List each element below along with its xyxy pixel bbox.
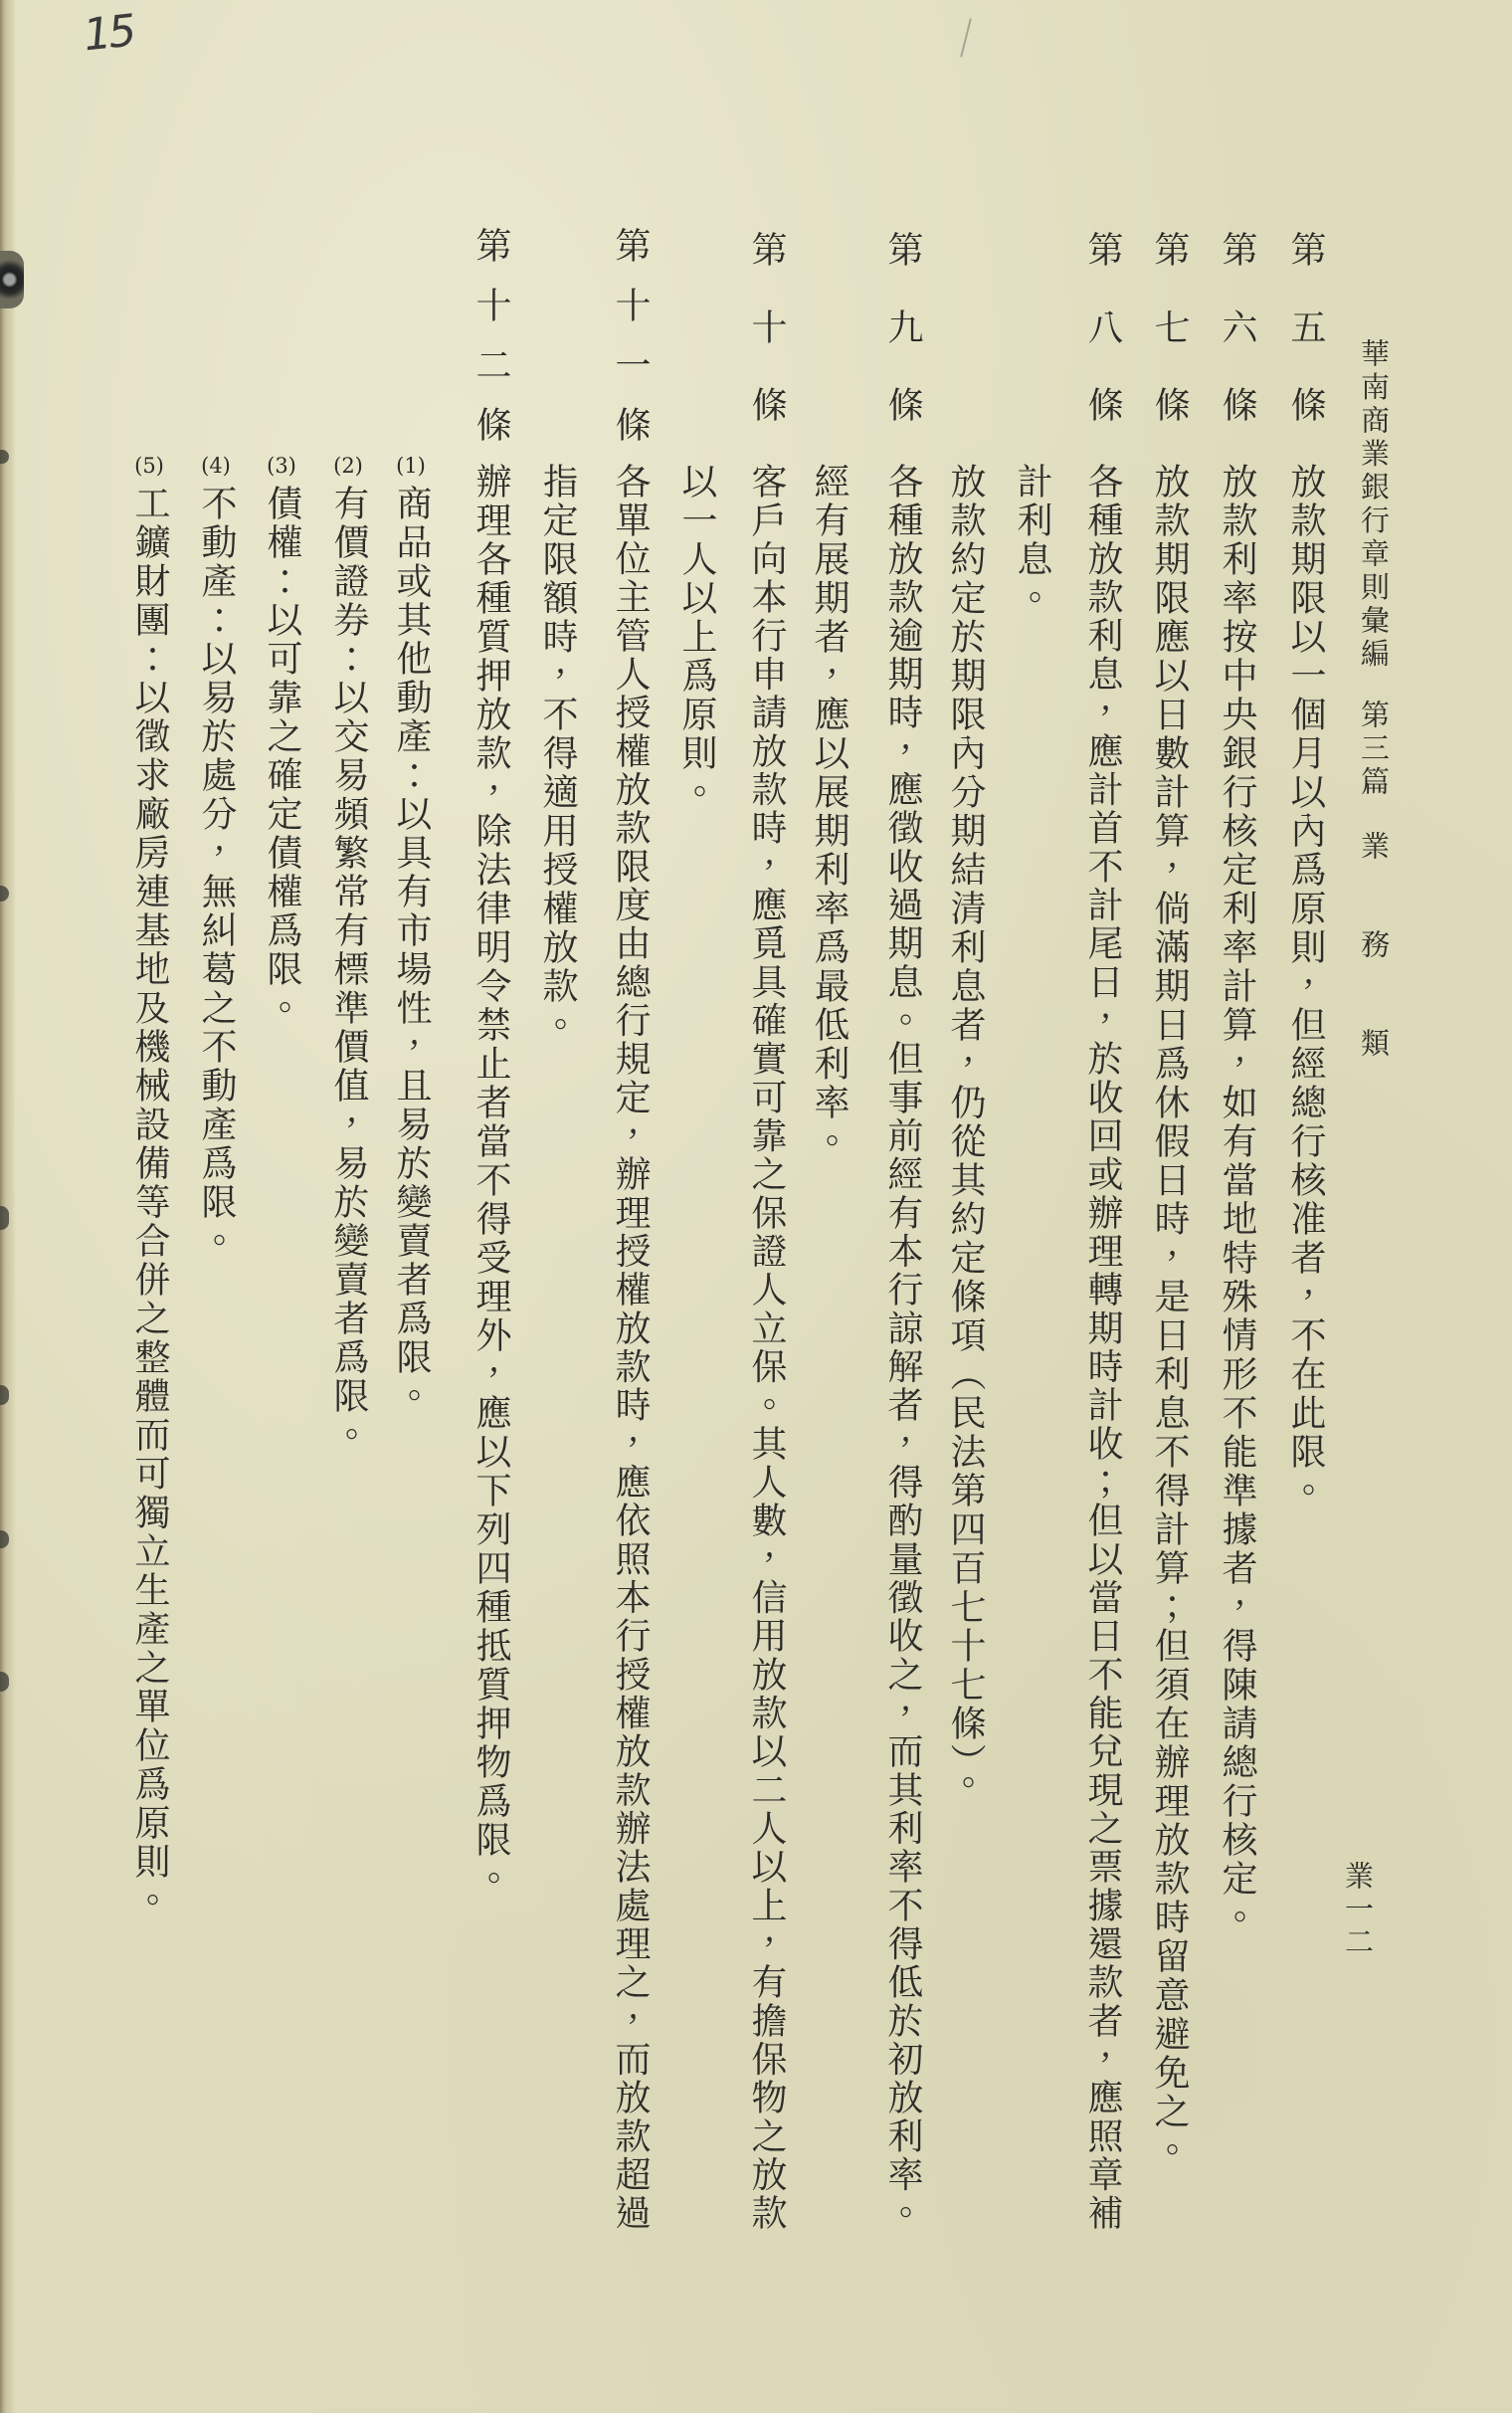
list-item-label: (1) (396, 454, 426, 478)
article-text: 客戶向本行申請放款時，應覓具確實可靠之保證人立保。其人數，信用放款以二人以上，有擔保物之放款 (746, 463, 787, 2230)
article-text: 各種放款利息，應計首不計尾日，於收回或辦理轉期時計收；但以當日不能兌現之票據還款者，應照章補 (1082, 463, 1123, 2230)
article-text-continuation: 以一人以上爲原則。 (676, 463, 717, 812)
article-text-continuation: 經有展期者，應以展期利率爲最低利率。 (809, 463, 850, 1161)
list-item: 工鑛財團：以徵求廠房連基地及機械設備等合併之整體而可獨立生產之單位爲原則。 (129, 485, 170, 1920)
list-item-label: (5) (134, 454, 164, 478)
handwritten-page-mark: 15 (81, 5, 136, 62)
list-item-label: (4) (201, 454, 231, 478)
list-item: 商品或其他動產：以具有市場性，且易於變賣者爲限。 (391, 485, 432, 1416)
list-item: 債權：以可靠之確定債權爲限。 (262, 485, 302, 1028)
pencil-mark (960, 18, 972, 57)
running-header-book-title: 華南商業銀行章則彙編 (1357, 338, 1391, 672)
article-heading: 第十條 (746, 231, 787, 422)
page-number: 業一二 (1341, 1861, 1375, 1959)
binding-hole-mark (0, 1206, 9, 1230)
article-text: 各種放款逾期時，應徵收過期息。但事前經有本行諒解者，得酌量徵收之，而其利率不得低於初放利率。 (882, 463, 923, 2230)
article-text-continuation: 計利息。 (1012, 463, 1052, 618)
list-item: 有價證券：以交易頻繁常有標準價值，易於變賣者爲限。 (328, 485, 369, 1455)
article-heading: 第六條 (1217, 231, 1257, 422)
article-heading: 第十一條 (610, 227, 651, 442)
article-paragraph: 放款約定於期限內分期結清利息者，仍從其約定條項（民法第四百七十七條）。 (945, 463, 986, 1803)
article-text-continuation: 指定限額時，不得適用授權放款。 (537, 463, 578, 1045)
list-item-label: (2) (333, 454, 363, 478)
running-header-category: 業務類 (1357, 831, 1391, 1057)
article-heading: 第十二條 (471, 227, 511, 442)
article-text: 放款期限應以日數計算，倘滿期日爲休假日時，是日利息不得計算；但須在辦理放款時留意避免之。 (1149, 463, 1190, 2170)
article-text: 放款利率按中央銀行核定利率計算，如有當地特殊情形不能準據者，得陳請總行核定。 (1217, 463, 1257, 1937)
running-header-part: 第三篇 (1357, 700, 1391, 800)
staple-icon (0, 251, 24, 308)
list-item-label: (3) (267, 454, 296, 478)
list-item: 不動產：以易於處分，無糾葛之不動產爲限。 (196, 485, 237, 1261)
article-heading: 第五條 (1285, 231, 1326, 422)
article-text: 各單位主管人授權放款限度由總行規定，辦理授權放款時，應依照本行授權放款辦法處理之，而放款超過 (610, 463, 651, 2230)
article-heading: 第八條 (1082, 231, 1123, 422)
article-text: 辦理各種質押放款，除法律明令禁止者當不得受理外，應以下列四種抵質押物爲限。 (471, 463, 511, 1899)
article-text: 放款期限以一個月以內爲原則，但經總行核准者，不在此限。 (1285, 463, 1326, 1510)
article-heading: 第九條 (882, 231, 923, 422)
article-heading: 第七條 (1149, 231, 1190, 422)
